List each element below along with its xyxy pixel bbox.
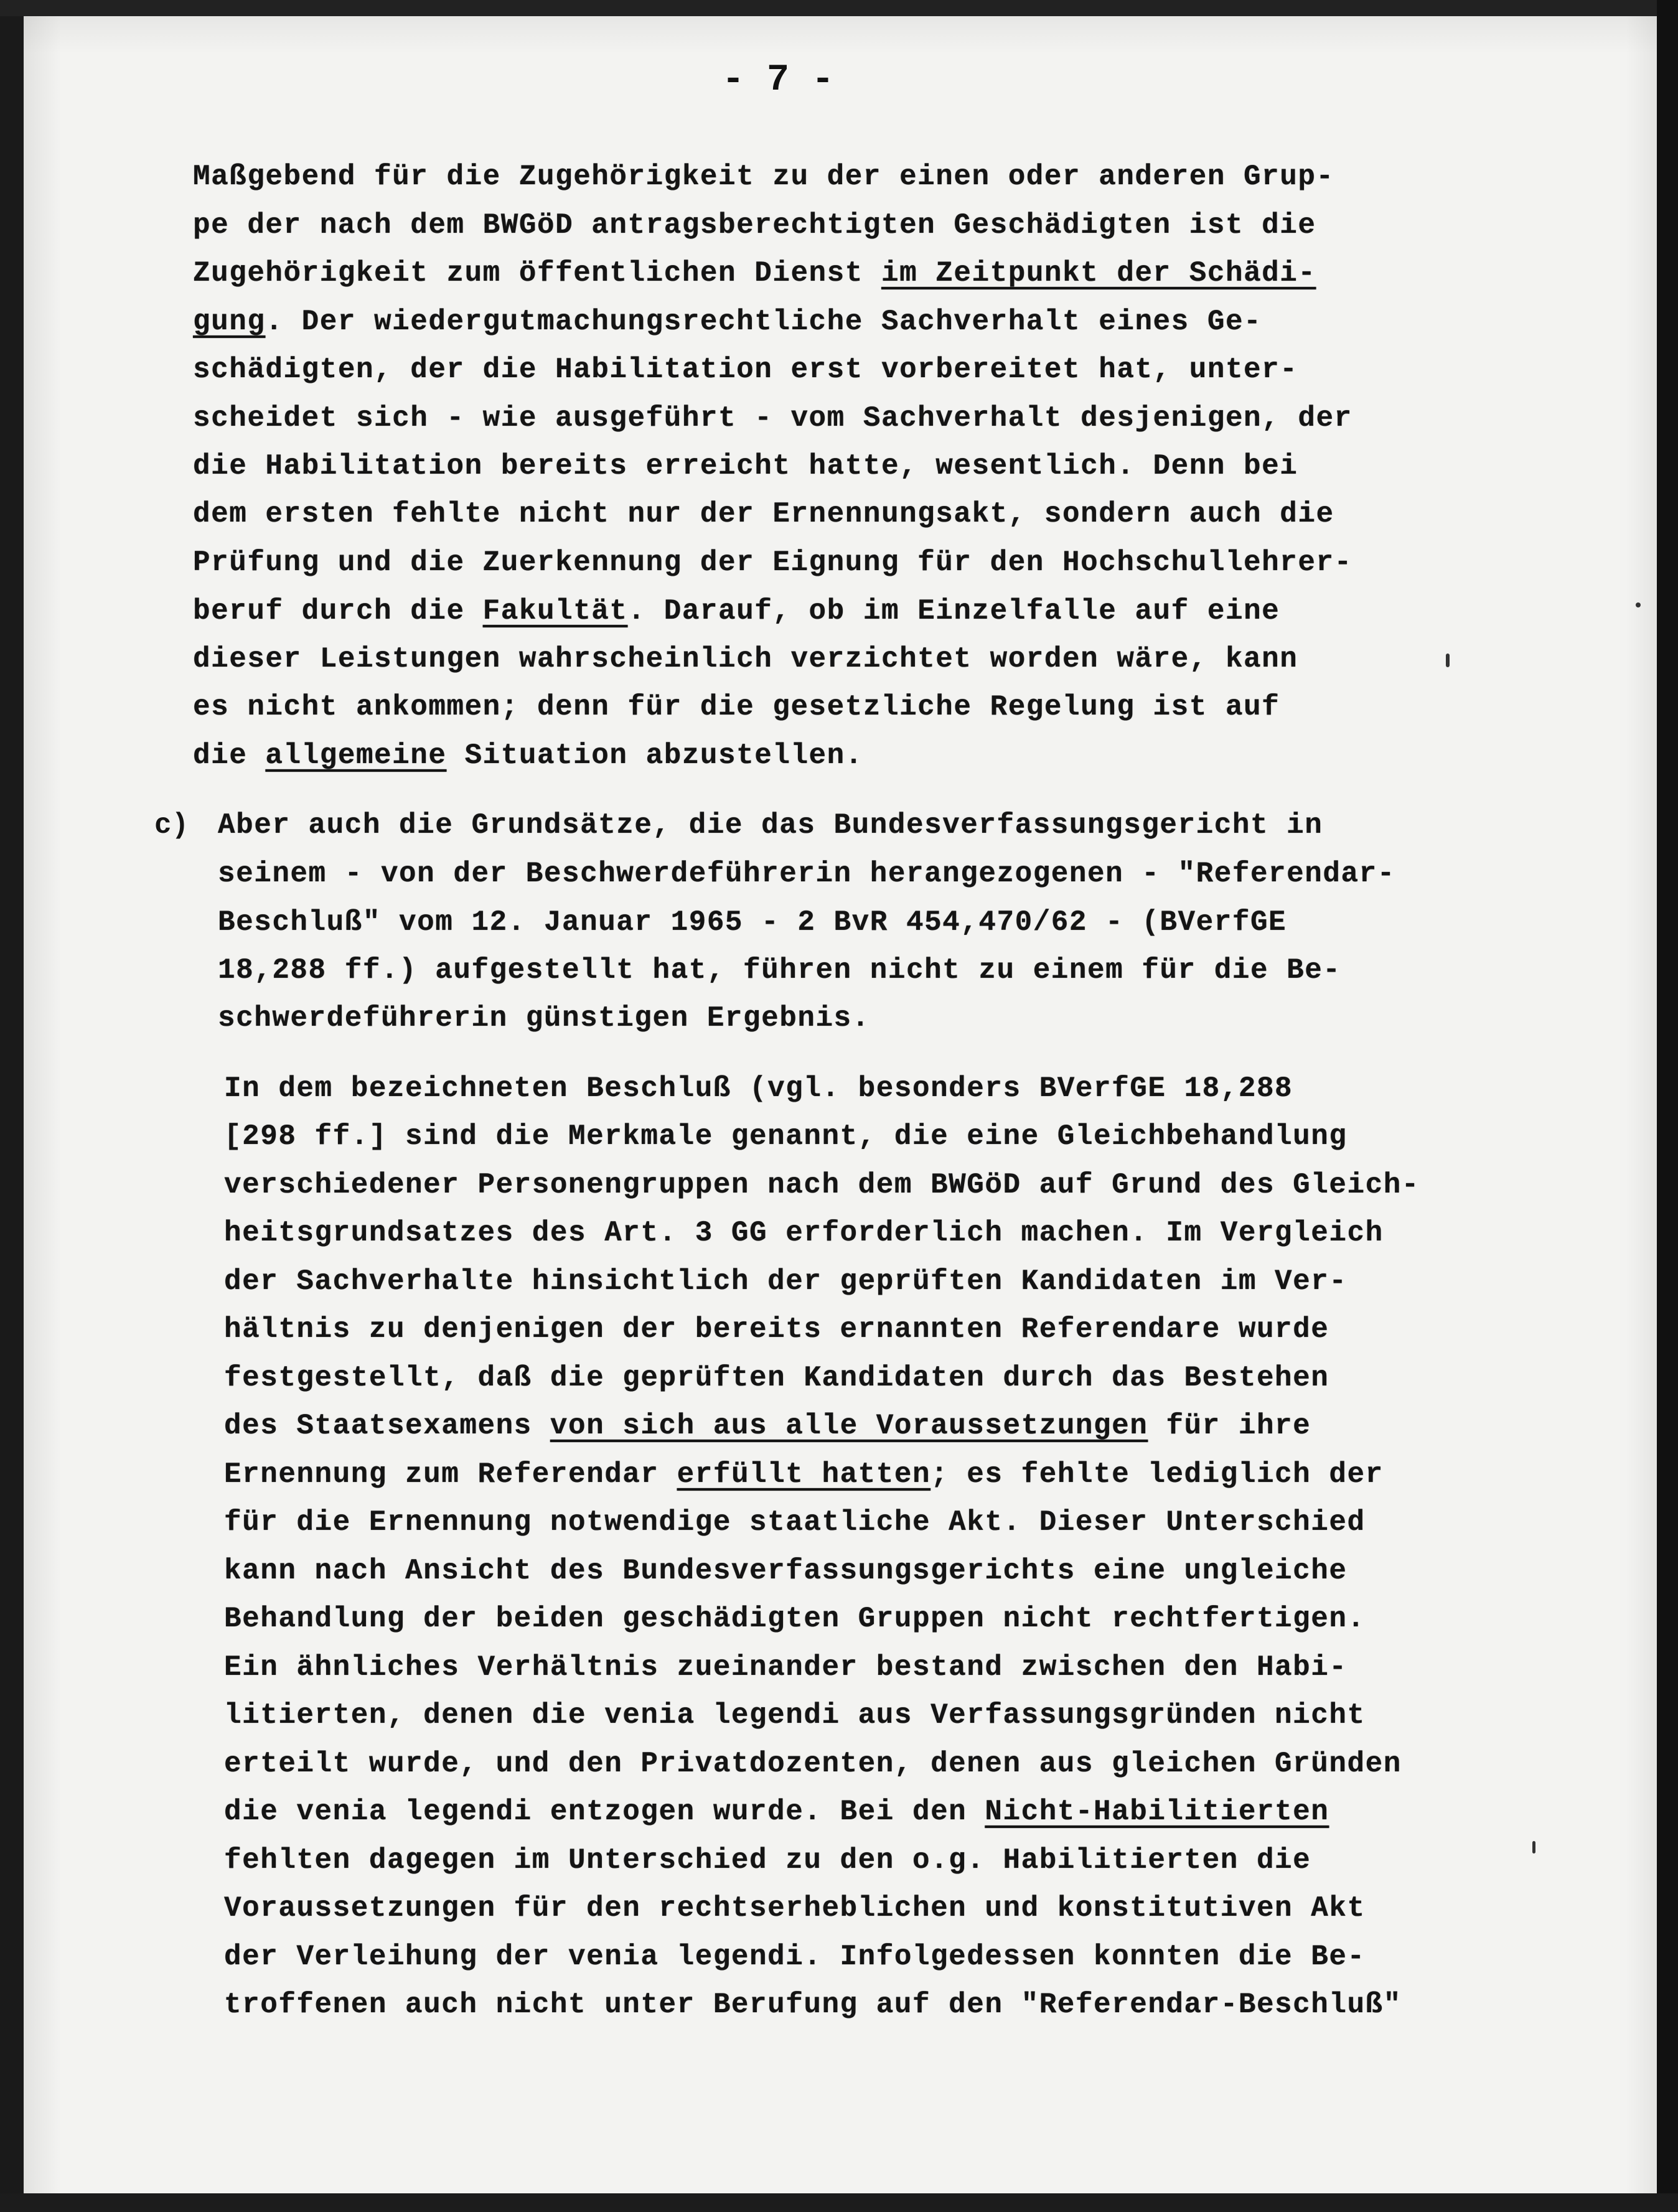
text-line: heitsgrundsatzes des Art. 3 GG erforderlich machen. Im Vergleich xyxy=(224,1217,1384,1249)
text-line xyxy=(224,1458,1384,1491)
page-number: - 7 - xyxy=(721,59,835,101)
underlined-phrase: allgemeine xyxy=(265,739,447,772)
text-line xyxy=(224,1796,1329,1828)
text-line: In dem bezeichneten Beschluß (vgl. besonders BVerfGE 18,288 xyxy=(224,1072,1293,1105)
text-line xyxy=(193,257,1316,289)
text-line: für die Ernennung notwendige staatliche Akt. Dieser Unterschied xyxy=(224,1506,1366,1539)
underlined-phrase: erfüllt hatten xyxy=(677,1458,931,1491)
text-line: Behandlung der beiden geschädigten Gruppen nicht rechtfertigen. xyxy=(224,1603,1366,1635)
text-line: Ein ähnliches Verhältnis zueinander bestand zwischen den Habi- xyxy=(224,1651,1348,1684)
text-segment: des Staatsexamens xyxy=(224,1410,550,1442)
text-line: pe der nach dem BWGöD antragsberechtigten Geschädigten ist die xyxy=(193,209,1316,241)
text-segment: Zugehörigkeit zum öffentlichen Dienst xyxy=(193,257,881,289)
text-segment: für ihre xyxy=(1148,1410,1311,1442)
text-line: Beschluß" vom 12. Januar 1965 - 2 BvR 454,470/62 - (BVerfGE xyxy=(218,906,1287,939)
scan-border-bottom xyxy=(0,2193,1678,2212)
text-line xyxy=(193,595,1280,627)
scan-speck xyxy=(1636,602,1641,607)
text-line: dieser Leistungen wahrscheinlich verzichtet worden wäre, kann xyxy=(193,643,1298,675)
text-line: 18,288 ff.) aufgestellt hat, führen nicht zu einem für die Be- xyxy=(218,954,1341,986)
text-line xyxy=(193,306,1262,338)
text-segment: beruf durch die xyxy=(193,595,483,627)
text-segment: . Darauf, ob im Einzelfalle auf eine xyxy=(627,595,1280,627)
underlined-phrase: im Zeitpunkt der Schädi- xyxy=(881,257,1316,289)
text-line: kann nach Ansicht des Bundesverfassungsgerichts eine ungleiche xyxy=(224,1555,1348,1587)
text-line: die Habilitation bereits erreicht hatte, wesentlich. Denn bei xyxy=(193,450,1298,482)
text-line: troffenen auch nicht unter Berufung auf den "Referendar-Beschluß" xyxy=(224,1989,1402,2021)
text-line: hältnis zu denjenigen der bereits ernannten Referendare wurde xyxy=(224,1313,1329,1346)
text-line: Voraussetzungen für den rechtserheblichen und konstitutiven Akt xyxy=(224,1892,1366,1924)
underlined-phrase: Fakultät xyxy=(482,595,628,627)
text-line: litierten, denen die venia legendi aus Verfassungsgründen nicht xyxy=(224,1699,1366,1732)
underlined-phrase: Nicht-Habilitierten xyxy=(985,1796,1329,1828)
scan-speck xyxy=(1532,1841,1535,1853)
text-line: erteilt wurde, und den Privatdozenten, denen aus gleichen Gründen xyxy=(224,1748,1402,1780)
text-line: dem ersten fehlte nicht nur der Ernennungsakt, sondern auch die xyxy=(193,498,1334,530)
scan-speck xyxy=(1446,654,1450,667)
text-line: schwerdeführerin günstigen Ergebnis. xyxy=(218,1002,870,1034)
scan-border-right xyxy=(1657,0,1678,2212)
text-line: Prüfung und die Zuerkennung der Eignung für den Hochschullehrer- xyxy=(193,546,1352,579)
text-line xyxy=(193,739,863,772)
text-line: schädigten, der die Habilitation erst vorbereitet hat, unter- xyxy=(193,354,1298,386)
text-segment: . Der wiedergutmachungsrechtliche Sachverhalt eines Ge- xyxy=(265,306,1262,338)
text-line: [298 ff.] sind die Merkmale genannt, die eine Gleichbehandlung xyxy=(224,1120,1348,1153)
underlined-phrase: gung xyxy=(193,306,266,338)
text-segment: die xyxy=(193,739,266,772)
text-line: der Verleihung der venia legendi. Infolgedessen konnten die Be- xyxy=(224,1941,1366,1973)
text-line xyxy=(224,1410,1311,1442)
text-line: der Sachverhalte hinsichtlich der geprüften Kandidaten im Ver- xyxy=(224,1265,1348,1298)
list-marker: c) xyxy=(154,809,189,841)
scan-border-top xyxy=(0,0,1678,16)
text-line: Aber auch die Grundsätze, die das Bundesverfassungsgericht in xyxy=(218,809,1323,841)
scan-border-left xyxy=(0,0,24,2212)
text-line: seinem - von der Beschwerdeführerin herangezogenen - "Referendar- xyxy=(218,858,1395,890)
text-line: verschiedener Personengruppen nach dem BWGöD auf Grund des Gleich- xyxy=(224,1169,1420,1201)
text-line: fehlten dagegen im Unterschied zu den o.g. Habilitierten die xyxy=(224,1844,1311,1877)
text-segment: die venia legendi entzogen wurde. Bei den xyxy=(224,1796,985,1828)
text-line: festgestellt, daß die geprüften Kandidaten durch das Bestehen xyxy=(224,1362,1329,1394)
text-line: Maßgebend für die Zugehörigkeit zu der einen oder anderen Grup- xyxy=(193,161,1334,193)
text-segment: Situation abzustellen. xyxy=(446,739,863,772)
underlined-phrase: von sich aus alle Voraussetzungen xyxy=(550,1410,1148,1442)
text-line: es nicht ankommen; denn für die gesetzliche Regelung ist auf xyxy=(193,691,1280,723)
text-line: scheidet sich - wie ausgeführt - vom Sachverhalt desjenigen, der xyxy=(193,402,1352,434)
text-segment: Ernennung zum Referendar xyxy=(224,1458,677,1491)
text-segment: ; es fehlte lediglich der xyxy=(930,1458,1384,1491)
